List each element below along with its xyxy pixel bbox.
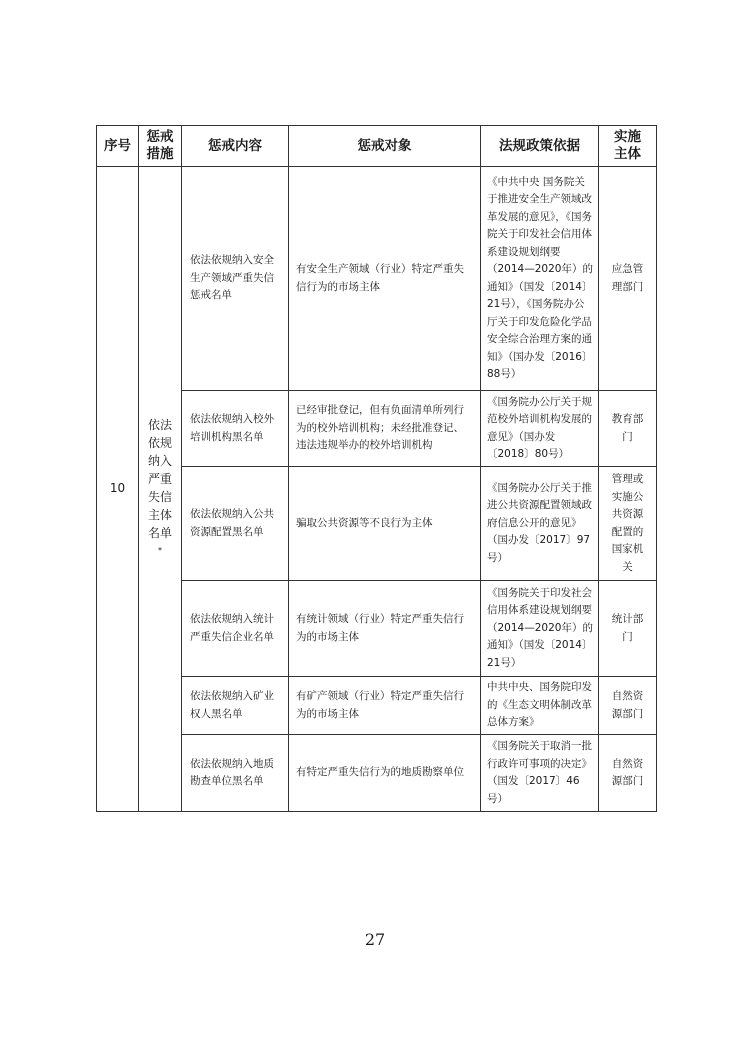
- target-cell: 骗取公共资源等不良行为主体: [289, 467, 481, 581]
- serial-cell: 10: [97, 167, 139, 812]
- basis-cell: 《中共中央 国务院关于推进安全生产领域改革发展的意见》，《国务院关于印发社会信用体系建设规划纲要（2014—2020年）的通知》（国发〔2014〕21号），《国务院办公厅关于印发危险化学品安全综合治理方案的通知》（国办发〔2016〕88号）: [481, 167, 599, 391]
- measure-cell: 依法依规纳入严重失信主体名单*: [139, 167, 182, 812]
- subject-cell: 自然资源部门: [599, 735, 657, 812]
- target-cell: 已经审批登记，但有负面清单所列行为的校外培训机构；未经批准登记、违法违规举办的校外培训机构: [289, 391, 481, 467]
- header-target: 惩戒对象: [289, 126, 481, 167]
- content-cell: 依法依规纳入公共资源配置黑名单: [182, 467, 289, 581]
- header-content: 惩戒内容: [182, 126, 289, 167]
- content-cell: 依法依规纳入地质勘查单位黑名单: [182, 735, 289, 812]
- punishment-table: [96, 125, 657, 812]
- subject-cell: 管理或实施公共资源配置的国家机关: [599, 467, 657, 581]
- target-cell: 有统计领域（行业）特定严重失信行为的市场主体: [289, 581, 481, 677]
- header-subject: 实施主体: [599, 126, 657, 167]
- content-cell: 依法依规纳入矿业权人黑名单: [182, 677, 289, 735]
- basis-cell: 《国务院关于取消一批行政许可事项的决定》（国发〔2017〕46号）: [481, 735, 599, 812]
- target-cell: 有矿产领域（行业）特定严重失信行为的市场主体: [289, 677, 481, 735]
- subject-cell: 自然资源部门: [599, 677, 657, 735]
- header-basis: 法规政策依据: [481, 126, 599, 167]
- page-number: 27: [364, 930, 386, 949]
- basis-cell: 《国务院办公厅关于规范校外培训机构发展的意见》（国办发〔2018〕80号）: [481, 391, 599, 467]
- subject-cell: 教育部门: [599, 391, 657, 467]
- header-serial: 序号: [97, 126, 139, 167]
- content-cell: 依法依规纳入统计严重失信企业名单: [182, 581, 289, 677]
- subject-cell: 统计部门: [599, 581, 657, 677]
- basis-cell: 《国务院关于印发社会信用体系建设规划纲要（2014—2020年）的通知》（国发〔2014〕21号）: [481, 581, 599, 677]
- basis-cell: 中共中央、国务院印发的《生态文明体制改革总体方案》: [481, 677, 599, 735]
- basis-cell: 《国务院办公厅关于推进公共资源配置领域政府信息公开的意见》（国办发〔2017〕97号）: [481, 467, 599, 581]
- target-cell: 有安全生产领域（行业）特定严重失信行为的市场主体: [289, 167, 481, 391]
- content-cell: 依法依规纳入校外培训机构黑名单: [182, 391, 289, 467]
- table-row: [97, 167, 657, 391]
- header-measure: 惩戒措施: [139, 126, 182, 167]
- content-cell: 依法依规纳入安全生产领域严重失信惩戒名单: [182, 167, 289, 391]
- target-cell: 有特定严重失信行为的地质勘察单位: [289, 735, 481, 812]
- subject-cell: 应急管理部门: [599, 167, 657, 391]
- table-header-row: [97, 126, 657, 167]
